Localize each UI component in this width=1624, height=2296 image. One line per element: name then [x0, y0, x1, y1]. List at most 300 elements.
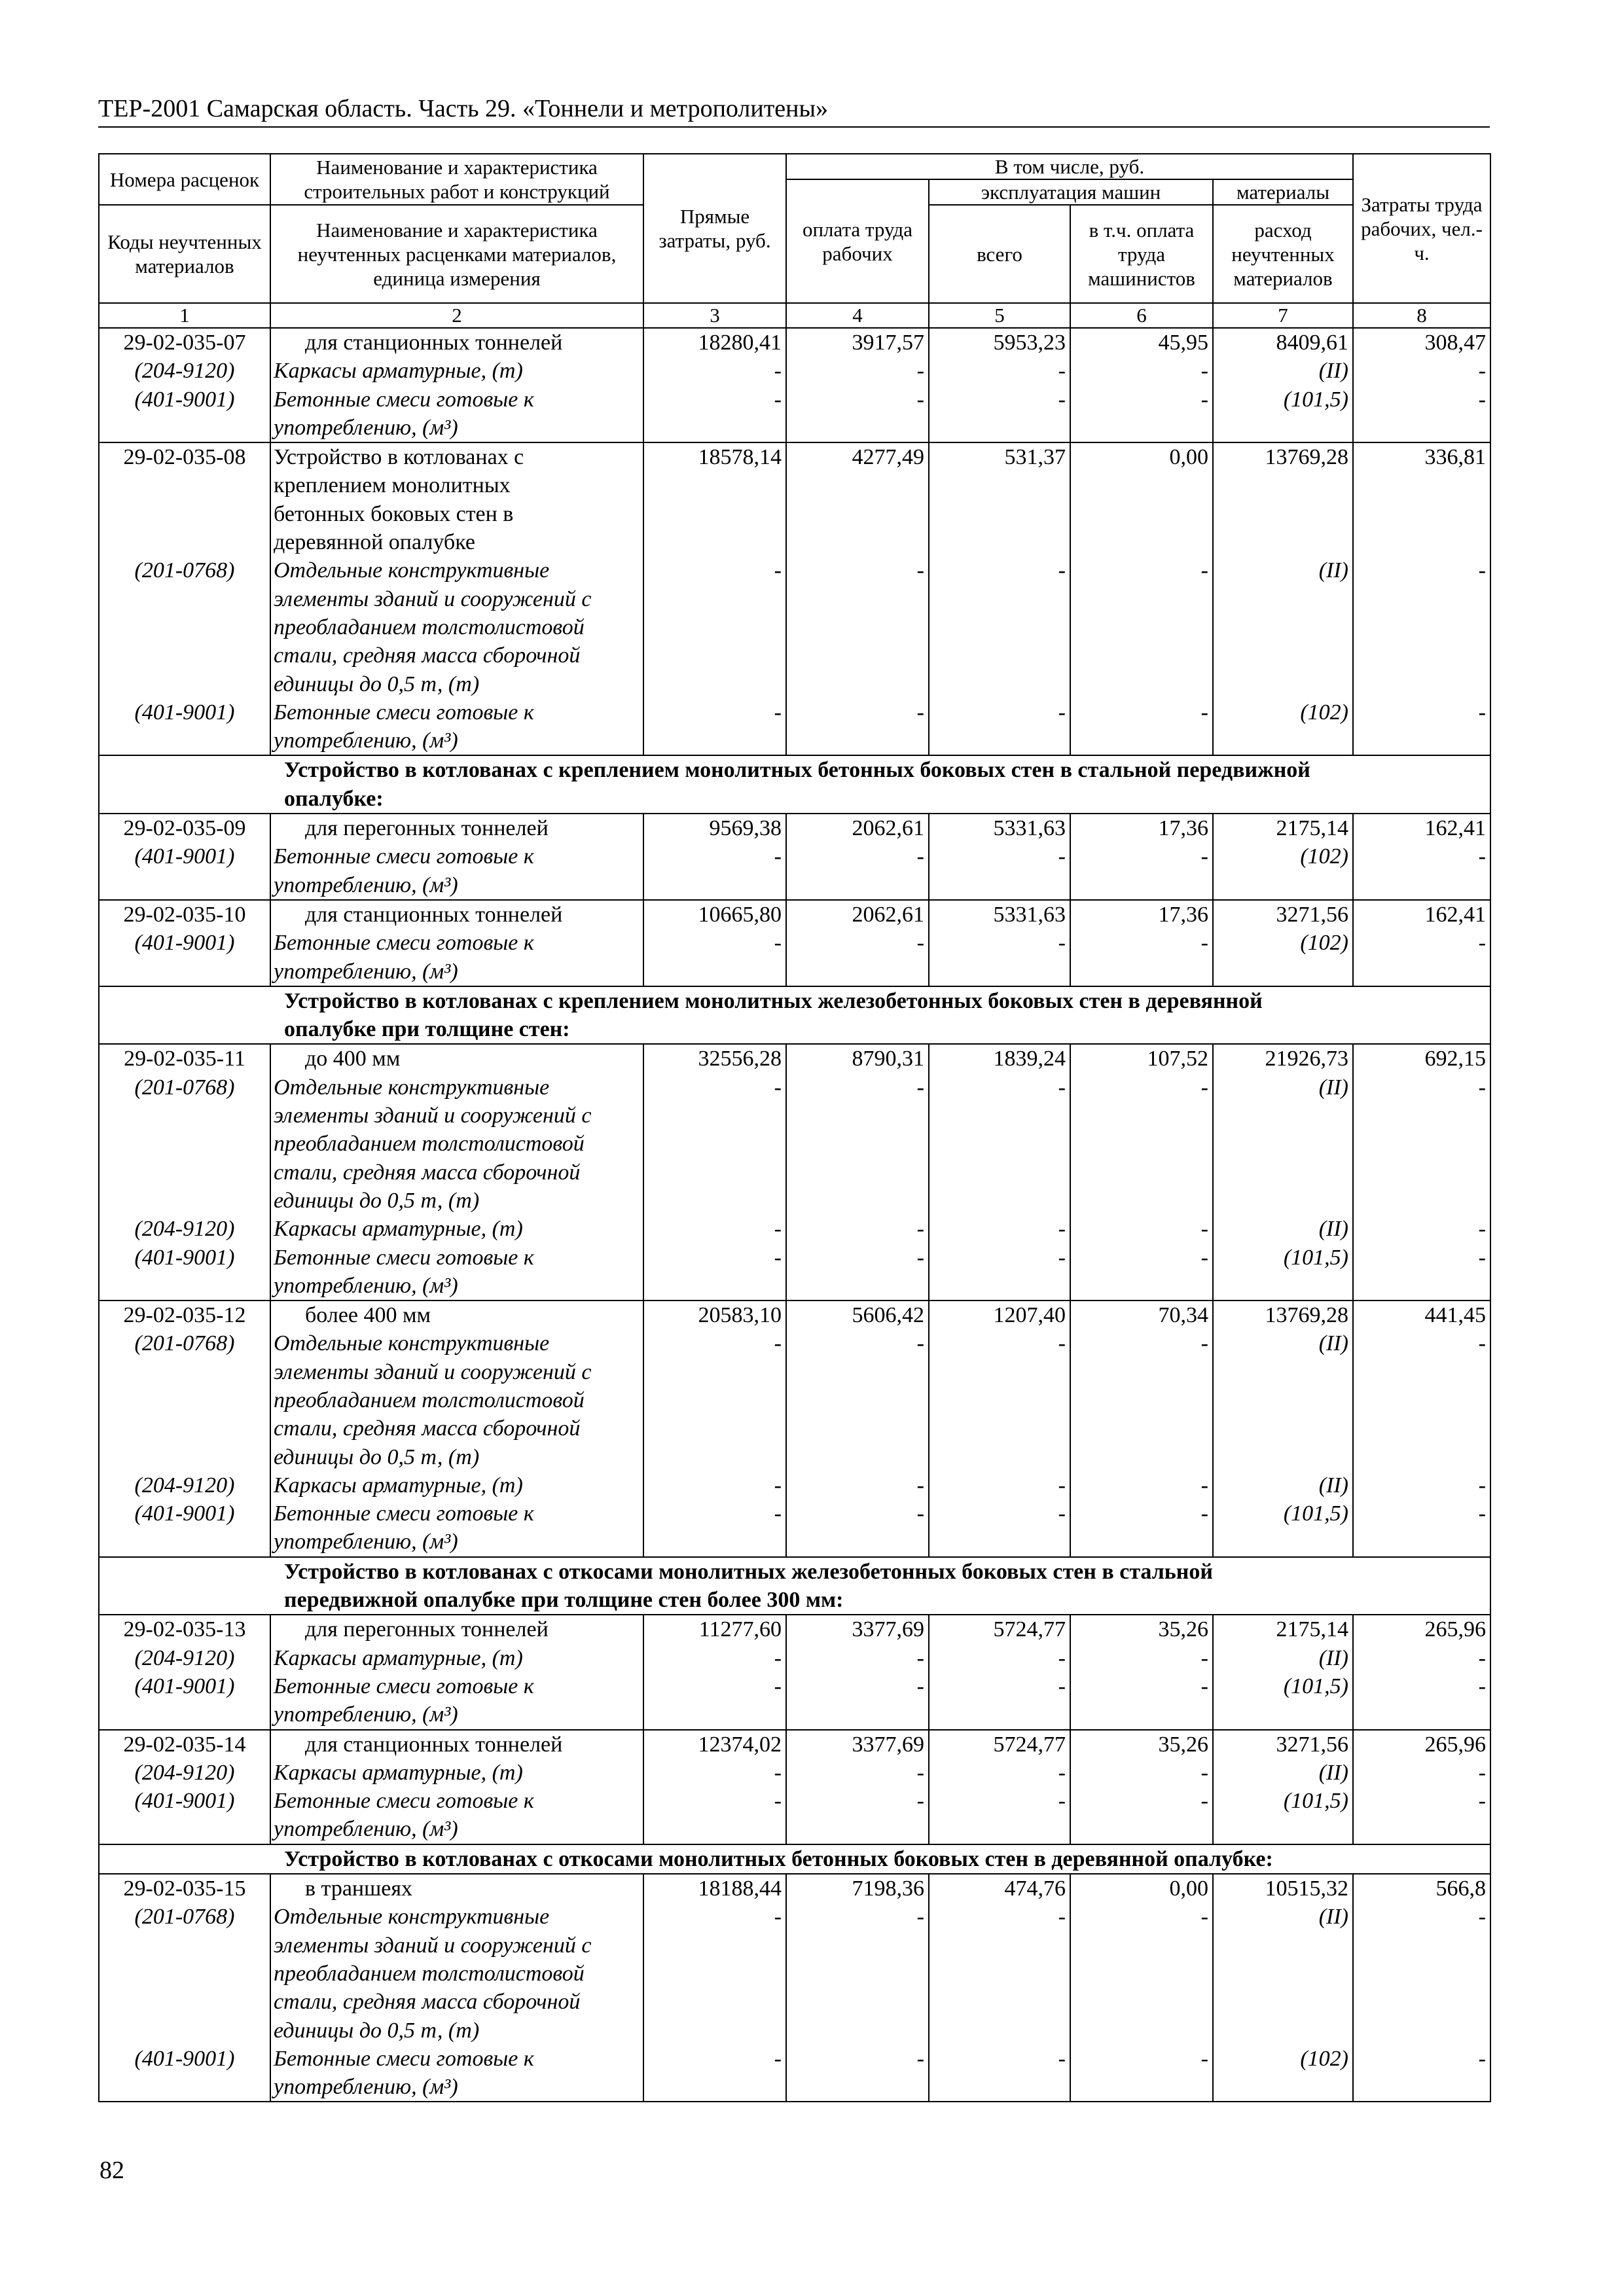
material-name-line: Отдельные конструктивные	[274, 1905, 550, 1929]
direct-costs-cell	[644, 1045, 787, 1301]
machinist-wages-value	[1074, 1700, 1208, 1729]
materials-value-value: (II)	[1318, 1760, 1348, 1785]
machines-total-value: -	[1058, 1905, 1066, 1929]
materials-value-value: (II)	[1318, 1075, 1348, 1100]
machinist-wages-value	[1074, 613, 1208, 641]
material-code	[102, 414, 267, 442]
machines-total-value	[932, 414, 1066, 442]
worker-wages-value: -	[916, 1905, 924, 1929]
labor-hours-cell	[1354, 1615, 1491, 1730]
material-code	[102, 1102, 267, 1130]
worker-wages-value	[789, 1960, 924, 1988]
direct-costs-cell	[644, 329, 787, 443]
material-name-line: стали, средняя масса сборочной	[274, 643, 581, 668]
rate-code-cell	[99, 1045, 271, 1301]
work-name-line: до 400 мм	[305, 1047, 401, 1071]
worker-wages-value: -	[916, 1501, 924, 1526]
materials-value-cell	[1214, 1045, 1354, 1301]
labor-hours-value	[1356, 528, 1486, 556]
labor-hours-value: -	[1478, 1331, 1486, 1356]
worker-wages-value: -	[916, 2046, 924, 2071]
machinist-wages-value	[1074, 1960, 1208, 1988]
labor-hours-value	[1356, 1988, 1486, 2016]
work-name-cell	[271, 1045, 644, 1301]
materials-value-value	[1216, 1102, 1348, 1130]
material-code	[102, 670, 267, 698]
materials-value-value	[1216, 1700, 1348, 1729]
machines-total-value: -	[1058, 1075, 1066, 1100]
labor-hours-cell	[1354, 1874, 1491, 2102]
rate-code: 29-02-035-08	[123, 445, 246, 470]
material-name-line: стали, средняя масса сборочной	[274, 1990, 581, 2015]
direct-costs-cell	[644, 1731, 787, 1845]
machinist-wages-value	[1074, 1130, 1208, 1158]
materials-value-value: 10515,32	[1265, 1876, 1348, 1901]
direct-costs-value	[647, 2017, 782, 2045]
header-col1-bottom: Коды неучтенных материалов	[99, 206, 271, 304]
machines-total-value: -	[1058, 1645, 1066, 1670]
labor-hours-value: 566,8	[1435, 1876, 1486, 1901]
labor-hours-value: 336,81	[1424, 445, 1486, 470]
machines-total-value: 5953,23	[993, 331, 1066, 355]
worker-wages-value	[789, 500, 924, 528]
work-name-line: бетонных боковых стен в	[274, 501, 514, 526]
machinist-wages-value: -	[1200, 1331, 1208, 1356]
machinist-wages-cell	[1071, 443, 1214, 756]
machines-total-value	[932, 1358, 1066, 1386]
labor-hours-value	[1356, 1414, 1486, 1443]
machinist-wages-value: -	[1200, 1473, 1208, 1498]
direct-costs-value: -	[774, 1075, 782, 1100]
machinist-wages-value: 70,34	[1158, 1303, 1208, 1328]
labor-hours-value: -	[1478, 359, 1486, 384]
material-code	[102, 871, 267, 899]
materials-value-value	[1216, 471, 1348, 499]
direct-costs-value	[647, 471, 782, 499]
material-code: (201-0768)	[134, 1905, 235, 1929]
machinist-wages-value	[1074, 1187, 1208, 1215]
worker-wages-value	[789, 613, 924, 641]
direct-costs-value: -	[774, 1674, 782, 1698]
machines-total-value	[932, 670, 1066, 698]
materials-value-value	[1216, 1358, 1348, 1386]
machines-total-value	[932, 471, 1066, 499]
worker-wages-value: -	[916, 1245, 924, 1270]
material-code	[102, 2017, 267, 2045]
material-code	[102, 1528, 267, 1556]
worker-wages-value	[789, 471, 924, 499]
worker-wages-value: 4277,49	[852, 445, 924, 470]
machinist-wages-value: 0,00	[1169, 1876, 1208, 1901]
labor-hours-value	[1356, 1931, 1486, 1960]
machines-total-cell	[929, 1874, 1071, 2102]
direct-costs-value: 10665,80	[698, 902, 782, 927]
direct-costs-value: -	[774, 1217, 782, 1242]
machinist-wages-value	[1074, 1815, 1208, 1843]
direct-costs-value	[647, 670, 782, 698]
direct-costs-value	[647, 1960, 782, 1988]
direct-costs-value	[647, 1443, 782, 1471]
material-name-line: преобладанием толстолистовой	[274, 1132, 585, 1157]
materials-value-cell	[1214, 1731, 1354, 1845]
machinist-wages-value	[1074, 1414, 1208, 1443]
machinist-wages-value: -	[1200, 700, 1208, 725]
machinist-wages-cell	[1071, 1874, 1214, 2102]
materials-value-value	[1216, 1386, 1348, 1414]
machinist-wages-value	[1074, 1443, 1208, 1471]
machinist-wages-cell	[1071, 814, 1214, 901]
material-code: (201-0768)	[134, 1075, 235, 1100]
machinist-wages-value	[1074, 958, 1208, 986]
materials-value-value	[1216, 2017, 1348, 2045]
material-name-line: Каркасы арматурные, (т)	[274, 1473, 523, 1498]
materials-value-value: 21926,73	[1265, 1047, 1348, 1071]
machinist-wages-value: -	[1200, 1501, 1208, 1526]
rate-code: 29-02-035-07	[123, 331, 246, 355]
machines-total-value	[932, 1988, 1066, 2016]
machinist-wages-value: -	[1200, 2046, 1208, 2071]
direct-costs-value	[647, 1102, 782, 1130]
labor-hours-value: 308,47	[1424, 331, 1486, 355]
worker-wages-cell	[787, 1301, 929, 1558]
materials-value-value: (II)	[1318, 359, 1348, 384]
machinist-wages-value	[1074, 1528, 1208, 1556]
machines-total-cell	[929, 1731, 1071, 1845]
machinist-wages-value: -	[1200, 1905, 1208, 1929]
machines-total-value: 5724,77	[993, 1732, 1066, 1757]
materials-value-value	[1216, 1443, 1348, 1471]
materials-value-cell	[1214, 1874, 1354, 2102]
material-code	[102, 1130, 267, 1158]
material-name-line: употреблению, (м³)	[274, 1817, 458, 1842]
materials-value-value: (II)	[1318, 1473, 1348, 1498]
machinist-wages-value: -	[1200, 1645, 1208, 1670]
direct-costs-value: 18280,41	[698, 331, 782, 355]
labor-hours-value	[1356, 1528, 1486, 1556]
material-code	[102, 1187, 267, 1215]
worker-wages-value	[789, 2017, 924, 2045]
materials-value-value: (101,5)	[1283, 1245, 1348, 1270]
labor-hours-value: -	[1478, 1473, 1486, 1498]
direct-costs-value	[647, 2073, 782, 2101]
material-name-line: элементы зданий и сооружений с	[274, 586, 592, 611]
worker-wages-value: -	[916, 359, 924, 384]
labor-hours-value: -	[1478, 1905, 1486, 1929]
machinist-wages-value	[1074, 871, 1208, 899]
material-name-line: Бетонные смеси готовые к	[274, 1501, 534, 1526]
col-number: 2	[271, 304, 644, 329]
worker-wages-value	[789, 1102, 924, 1130]
labor-hours-value: 162,41	[1424, 902, 1486, 927]
section-heading	[99, 756, 1491, 814]
header-col6: в т.ч. оплата труда машинистов	[1071, 206, 1214, 304]
material-code	[102, 585, 267, 613]
section-heading-line: передвижной опалубке при толщине стен более 300 мм:	[284, 1588, 844, 1613]
machinist-wages-value: -	[1200, 1789, 1208, 1814]
worker-wages-value: -	[916, 1331, 924, 1356]
section-heading	[99, 987, 1491, 1045]
materials-value-value	[1216, 1414, 1348, 1443]
machinist-wages-value	[1074, 1158, 1208, 1187]
header-col3: Прямые затраты, руб.	[644, 154, 787, 304]
section-heading-line: Устройство в котлованах с креплением монолитных железобетонных боковых стен в деревянной	[284, 988, 1263, 1013]
machines-total-value	[932, 1815, 1066, 1843]
material-code: (401-9001)	[134, 1789, 235, 1814]
machines-total-value	[932, 1931, 1066, 1960]
work-name-cell	[271, 901, 644, 987]
material-code	[102, 528, 267, 556]
machinist-wages-cell	[1071, 1731, 1214, 1845]
machines-total-value: -	[1058, 700, 1066, 725]
machines-total-value: -	[1058, 1674, 1066, 1698]
machinist-wages-value: 107,52	[1147, 1047, 1208, 1071]
labor-hours-value	[1356, 2073, 1486, 2101]
labor-hours-value: -	[1478, 931, 1486, 956]
material-name-line: элементы зданий и сооружений с	[274, 1933, 592, 1958]
direct-costs-value: -	[774, 2046, 782, 2071]
direct-costs-value: -	[774, 1245, 782, 1270]
machinist-wages-value	[1074, 414, 1208, 442]
machinist-wages-value: -	[1200, 359, 1208, 384]
machines-total-value: -	[1058, 1473, 1066, 1498]
machines-total-value	[932, 500, 1066, 528]
materials-value-value: (II)	[1318, 558, 1348, 583]
section-heading	[99, 1845, 1491, 1874]
rate-code: 29-02-035-14	[123, 1732, 246, 1757]
labor-hours-cell	[1354, 1045, 1491, 1301]
worker-wages-value: -	[916, 558, 924, 583]
machines-total-value: -	[1058, 931, 1066, 956]
machines-total-cell	[929, 1301, 1071, 1558]
materials-value-value: 13769,28	[1265, 1303, 1348, 1328]
header-col2-top: Наименование и характеристика строительных работ и конструкций	[271, 154, 644, 206]
materials-value-value: 3271,56	[1276, 1732, 1348, 1757]
labor-hours-cell	[1354, 814, 1491, 901]
materials-value-value	[1216, 1130, 1348, 1158]
materials-value-value: (102)	[1300, 844, 1348, 869]
material-code	[102, 500, 267, 528]
materials-value-value: 3271,56	[1276, 902, 1348, 927]
machinist-wages-value: 17,36	[1158, 816, 1208, 841]
material-name-line: Бетонные смеси готовые к	[274, 844, 534, 869]
material-name-line: Каркасы арматурные, (т)	[274, 359, 523, 384]
machinist-wages-value	[1074, 2017, 1208, 2045]
header-machines: эксплуатация машин	[929, 180, 1214, 206]
direct-costs-cell	[644, 443, 787, 756]
labor-hours-value	[1356, 1272, 1486, 1300]
worker-wages-value: -	[916, 1075, 924, 1100]
worker-wages-value	[789, 585, 924, 613]
direct-costs-value: -	[774, 1905, 782, 1929]
work-name-line: для перегонных тоннелей	[305, 816, 549, 841]
material-code: (401-9001)	[134, 931, 235, 956]
labor-hours-value	[1356, 500, 1486, 528]
worker-wages-value: 2062,61	[852, 816, 924, 841]
direct-costs-cell	[644, 1301, 787, 1558]
machines-total-value: 5331,63	[993, 902, 1066, 927]
rate-code-cell	[99, 814, 271, 901]
machines-total-value	[932, 1102, 1066, 1130]
labor-hours-cell	[1354, 443, 1491, 756]
material-name-line: употреблению, (м³)	[274, 872, 458, 897]
worker-wages-value	[789, 1931, 924, 1960]
material-code	[102, 726, 267, 755]
material-code: (201-0768)	[134, 1331, 235, 1356]
worker-wages-value	[789, 2073, 924, 2101]
materials-value-value: (102)	[1300, 2046, 1348, 2071]
machines-total-value: -	[1058, 2046, 1066, 2071]
work-name-line: креплением монолитных	[274, 473, 511, 498]
labor-hours-value	[1356, 1158, 1486, 1187]
materials-value-value: (II)	[1318, 1331, 1348, 1356]
labor-hours-cell	[1354, 1301, 1491, 1558]
machinist-wages-value: -	[1200, 1245, 1208, 1270]
work-name-line: более 400 мм	[305, 1303, 431, 1328]
direct-costs-value	[647, 1358, 782, 1386]
worker-wages-value	[789, 1528, 924, 1556]
machinist-wages-value: 0,00	[1169, 445, 1208, 470]
materials-value-cell	[1214, 814, 1354, 901]
labor-hours-cell	[1354, 901, 1491, 987]
machinist-wages-value	[1074, 1102, 1208, 1130]
machinist-wages-value: -	[1200, 1674, 1208, 1698]
section-heading-line: Устройство в котлованах с откосами монолитных бетонных боковых стен в деревянной опалубке:	[284, 1846, 1273, 1871]
labor-hours-value	[1356, 2017, 1486, 2045]
page-header: ТЕР-2001 Самарская область. Часть 29. «Тоннели и метрополитены»	[98, 94, 1490, 128]
labor-hours-value	[1356, 471, 1486, 499]
materials-value-value: (II)	[1318, 1217, 1348, 1242]
machinist-wages-value: -	[1200, 1217, 1208, 1242]
material-code: (201-0768)	[134, 558, 235, 583]
materials-value-value	[1216, 1815, 1348, 1843]
work-name-line: для перегонных тоннелей	[305, 1617, 549, 1642]
direct-costs-value	[647, 726, 782, 755]
direct-costs-value	[647, 1130, 782, 1158]
worker-wages-value	[789, 726, 924, 755]
header-col2-bottom: Наименование и характеристика неучтенных расценками материалов, единица измерения	[271, 206, 644, 304]
machines-total-value	[932, 613, 1066, 641]
materials-value-value: (II)	[1318, 1905, 1348, 1929]
rate-code: 29-02-035-09	[123, 816, 246, 841]
machines-total-value: -	[1058, 1245, 1066, 1270]
direct-costs-value	[647, 1700, 782, 1729]
direct-costs-value	[647, 1414, 782, 1443]
materials-value-value	[1216, 613, 1348, 641]
worker-wages-value: -	[916, 1789, 924, 1814]
materials-value-value	[1216, 1528, 1348, 1556]
worker-wages-value	[789, 958, 924, 986]
machinist-wages-value: 35,26	[1158, 1732, 1208, 1757]
machines-total-value	[932, 641, 1066, 670]
worker-wages-value	[789, 1414, 924, 1443]
worker-wages-value: -	[916, 1760, 924, 1785]
machines-total-value: -	[1058, 1331, 1066, 1356]
worker-wages-value: -	[916, 844, 924, 869]
material-code: (401-9001)	[134, 387, 235, 412]
material-name-line: употреблению, (м³)	[274, 1273, 458, 1298]
machinist-wages-value	[1074, 585, 1208, 613]
machinist-wages-value: 17,36	[1158, 902, 1208, 927]
material-code	[102, 471, 267, 499]
labor-hours-value: -	[1478, 700, 1486, 725]
work-name-line: Устройство в котлованах с	[274, 445, 524, 470]
direct-costs-value	[647, 613, 782, 641]
direct-costs-value: -	[774, 387, 782, 412]
work-name-cell	[271, 1615, 644, 1730]
worker-wages-value: 7198,36	[852, 1876, 924, 1901]
material-code	[102, 1960, 267, 1988]
materials-value-value: (102)	[1300, 931, 1348, 956]
materials-value-value	[1216, 528, 1348, 556]
material-code: (401-9001)	[134, 2046, 235, 2071]
labor-hours-value	[1356, 670, 1486, 698]
materials-value-value	[1216, 1960, 1348, 1988]
rate-code: 29-02-035-11	[124, 1047, 245, 1071]
work-name-cell	[271, 1301, 644, 1558]
rates-table	[98, 153, 1491, 2102]
labor-hours-value: -	[1478, 387, 1486, 412]
materials-value-value: (102)	[1300, 700, 1348, 725]
direct-costs-value: 18578,14	[698, 445, 782, 470]
machinist-wages-value	[1074, 1272, 1208, 1300]
worker-wages-value	[789, 641, 924, 670]
direct-costs-value	[647, 1528, 782, 1556]
material-name-line: Бетонные смеси готовые к	[274, 1789, 534, 1814]
worker-wages-value: -	[916, 1674, 924, 1698]
machinist-wages-value	[1074, 726, 1208, 755]
machinist-wages-value: -	[1200, 558, 1208, 583]
machines-total-cell	[929, 901, 1071, 987]
direct-costs-value: -	[774, 1760, 782, 1785]
material-name-line: Каркасы арматурные, (т)	[274, 1217, 523, 1242]
labor-hours-value: -	[1478, 1760, 1486, 1785]
worker-wages-value	[789, 1443, 924, 1471]
materials-value-value	[1216, 1931, 1348, 1960]
machines-total-value: 1839,24	[993, 1047, 1066, 1071]
materials-value-value	[1216, 1988, 1348, 2016]
material-name-line: Бетонные смеси готовые к	[274, 700, 534, 725]
material-code: (204-9120)	[134, 1645, 235, 1670]
machinist-wages-value: 45,95	[1158, 331, 1208, 355]
materials-value-value	[1216, 958, 1348, 986]
work-name-cell	[271, 1874, 644, 2102]
direct-costs-value	[647, 528, 782, 556]
material-code: (401-9001)	[134, 700, 235, 725]
col-number: 7	[1214, 304, 1354, 329]
machinist-wages-value	[1074, 1358, 1208, 1386]
direct-costs-value: -	[774, 931, 782, 956]
machines-total-value: -	[1058, 558, 1066, 583]
material-name-line: элементы зданий и сооружений с	[274, 1103, 592, 1128]
direct-costs-value: -	[774, 1473, 782, 1498]
direct-costs-value	[647, 1187, 782, 1215]
labor-hours-value: 441,45	[1424, 1303, 1486, 1328]
col-number: 1	[99, 304, 271, 329]
materials-value-cell	[1214, 1615, 1354, 1730]
machines-total-value	[932, 2017, 1066, 2045]
labor-hours-value: 265,96	[1424, 1617, 1486, 1642]
rate-code-cell	[99, 901, 271, 987]
materials-value-value: 2175,14	[1276, 1617, 1348, 1642]
labor-hours-value	[1356, 1815, 1486, 1843]
rate-code-cell	[99, 1301, 271, 1558]
labor-hours-cell	[1354, 1731, 1491, 1845]
section-heading-line: Устройство в котлованах с креплением монолитных бетонных боковых стен в стальной передвижной	[284, 758, 1310, 783]
material-code	[102, 1414, 267, 1443]
section-heading-line: Устройство в котлованах с откосами монолитных железобетонных боковых стен в стальной	[284, 1559, 1213, 1584]
direct-costs-value: 12374,02	[698, 1732, 782, 1757]
rate-code-cell	[99, 1731, 271, 1845]
